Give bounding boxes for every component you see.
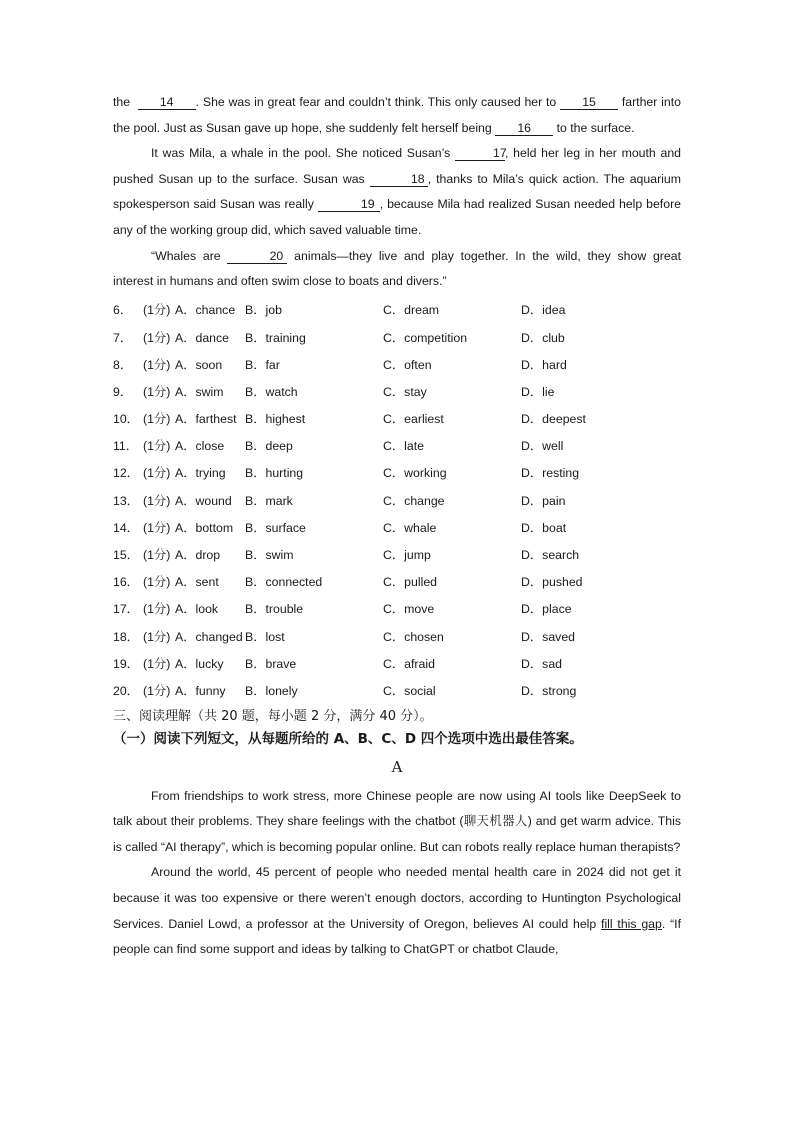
question-points: (1分) — [143, 493, 171, 508]
option-a: A．close — [175, 439, 225, 454]
option-c: C．pulled — [383, 575, 437, 590]
question-points: (1分) — [143, 575, 171, 590]
option-c: C．social — [383, 683, 436, 698]
option-a: A．swim — [175, 384, 224, 399]
option-a: A．soon — [175, 357, 223, 372]
option-a: A．bottom — [175, 520, 234, 535]
option-b: B．far — [245, 357, 280, 372]
option-b: B．connected — [245, 575, 323, 590]
option-b: B．swim — [245, 548, 294, 563]
question-list — [113, 296, 681, 704]
option-b: B．surface — [245, 520, 306, 535]
blank-19: 19 — [318, 197, 380, 212]
passage-text: , held her leg in her mouth and pushed Susan up to the surface. Susan was — [113, 146, 682, 186]
option-b: B．mark — [245, 493, 293, 508]
reading-paragraph-2 — [113, 860, 681, 962]
underlined-phrase: fill this gap — [601, 916, 662, 931]
passage-text: , thanks to Mila’s quick action. The aquarium spokesperson said Susan was really — [113, 171, 681, 212]
option-d: D．pushed — [521, 575, 583, 590]
blank-20: 20 — [227, 249, 287, 264]
question-number: 18． — [113, 629, 139, 644]
option-b: B．lonely — [245, 683, 298, 698]
question-row — [113, 513, 681, 540]
blank-14: 14 — [138, 95, 196, 110]
passage-text: animals—they live and play together. In the wild, they show great interest in humans and often swim close to boats and divers.” — [113, 248, 681, 289]
option-d: D．hard — [521, 357, 567, 372]
option-c: C．chosen — [383, 629, 444, 644]
option-c: C．whale — [383, 520, 437, 535]
option-d: D．sad — [521, 656, 563, 671]
question-number: 16． — [113, 575, 139, 590]
option-b: B．training — [245, 330, 306, 345]
option-c: C．jump — [383, 548, 431, 563]
reading-paragraph-1: From friendships to work stress, more Chinese people are now using AI tools like DeepSeek to talk about their problems. They share feelings with the chatbot (聊天机器人) and get warm advice. This is called “AI therapy”, which is becoming popular online. But can robots really replace human therapists? — [113, 788, 681, 854]
question-number: 6． — [113, 303, 133, 318]
passage-paragraph-1 — [113, 90, 681, 141]
option-b: B．deep — [245, 439, 293, 454]
option-b: B．job — [245, 303, 282, 318]
section-heading: 三、阅读理解（共 20 题，每小题 2 分，满分 40 分）。 — [113, 708, 433, 724]
option-c: C．dream — [383, 303, 440, 318]
exam-page — [113, 90, 681, 963]
question-row — [113, 405, 681, 432]
option-c: C．late — [383, 439, 425, 454]
option-c: C．stay — [383, 384, 427, 399]
passage-paragraph-3 — [113, 244, 681, 295]
question-points: (1分) — [143, 439, 171, 454]
passage-text: farther into the pool. Just as Susan gave up hope, she suddenly felt herself being — [113, 95, 681, 135]
option-d: D．search — [521, 548, 580, 563]
option-c: C．working — [383, 466, 447, 481]
option-d: D．deepest — [521, 412, 586, 427]
question-number: 14． — [113, 520, 139, 535]
question-points: (1分) — [143, 656, 171, 671]
question-number: 17． — [113, 602, 139, 617]
option-d: D．resting — [521, 466, 580, 481]
question-row — [113, 486, 681, 513]
question-row — [113, 622, 681, 649]
question-number: 11． — [113, 439, 139, 454]
question-points: (1分) — [143, 629, 171, 644]
passage-text: . She was in great fear and couldn’t think. This only caused her to — [195, 95, 557, 109]
option-d: D．place — [521, 602, 572, 617]
option-a: A．dance — [175, 330, 230, 345]
question-number: 9． — [113, 384, 133, 399]
question-points: (1分) — [143, 520, 171, 535]
passage-text: to the surface. — [556, 120, 635, 135]
option-c: C．move — [383, 602, 435, 617]
question-row — [113, 595, 681, 622]
option-c: C．often — [383, 357, 432, 372]
option-a: A．look — [175, 602, 219, 617]
question-row — [113, 649, 681, 676]
reading-text: . “If people can find some support and ideas by talking to ChatGPT or chatbot Claude, — [113, 916, 682, 957]
option-c: C．afraid — [383, 656, 435, 671]
option-d: D．club — [521, 330, 565, 345]
question-number: 12． — [113, 466, 139, 481]
blank-16: 16 — [495, 121, 553, 136]
question-points: (1分) — [143, 384, 171, 399]
option-d: D．idea — [521, 303, 566, 318]
reading-text: Around the world, 45 percent of people who needed mental health care in 2024 did not get it because it was too expensive or there weren’t enough doctors, according to Huntington Psychological Services. Daniel Lowd, a professor at the University of Oregon, believes AI could help — [113, 865, 681, 931]
question-points: (1分) — [143, 330, 171, 345]
option-d: D．well — [521, 439, 564, 454]
option-a: A．drop — [175, 548, 221, 563]
option-c: C．competition — [383, 330, 468, 345]
option-b: B．hurting — [245, 466, 304, 481]
question-row — [113, 568, 681, 595]
question-row — [113, 296, 681, 323]
option-a: A．chance — [175, 303, 236, 318]
option-b: B．lost — [245, 629, 285, 644]
question-number: 7． — [113, 330, 133, 345]
question-row — [113, 540, 681, 567]
question-number: 19． — [113, 656, 139, 671]
option-a: A．trying — [175, 466, 226, 481]
option-a: A．lucky — [175, 656, 224, 671]
question-number: 8． — [113, 357, 133, 372]
question-points: (1分) — [143, 683, 171, 698]
option-a: A．wound — [175, 493, 232, 508]
option-d: D．boat — [521, 520, 567, 535]
passage-text: , because Mila had realized Susan needed help before any of the working group did, which saved valuable time. — [113, 197, 681, 237]
question-points: (1分) — [143, 602, 171, 617]
option-b: B．trouble — [245, 602, 304, 617]
passage-text: It was Mila, a whale in the pool. She noticed Susan’s — [151, 146, 451, 161]
option-c: C．earliest — [383, 412, 444, 427]
option-a: A．farthest — [175, 412, 237, 427]
option-d: D．strong — [521, 683, 577, 698]
question-row — [113, 377, 681, 404]
question-points: (1分) — [143, 357, 171, 372]
blank-15: 15 — [560, 95, 618, 110]
option-b: B．highest — [245, 412, 306, 427]
question-row — [113, 323, 681, 350]
question-number: 15． — [113, 548, 139, 563]
passage-text: “Whales are — [151, 248, 221, 263]
passage-paragraph-2 — [113, 141, 681, 243]
option-a: A．changed — [175, 629, 243, 644]
question-row — [113, 432, 681, 459]
section-subheading: （一）阅读下列短文，从每题所给的 A、B、C、D 四个选项中选出最佳答案。 — [113, 730, 583, 747]
question-points: (1分) — [143, 466, 171, 481]
option-b: B．watch — [245, 384, 298, 399]
option-c: C．change — [383, 493, 445, 508]
option-b: B．brave — [245, 656, 297, 671]
question-points: (1分) — [143, 548, 171, 563]
question-row — [113, 676, 681, 703]
question-points: (1分) — [143, 303, 171, 318]
passage-text: the — [113, 95, 131, 109]
question-row — [113, 350, 681, 377]
option-a: A．funny — [175, 683, 226, 698]
option-d: D．lie — [521, 384, 555, 399]
passage-letter: A — [391, 757, 403, 776]
blank-17: 17 — [455, 146, 505, 161]
blank-18: 18 — [370, 172, 428, 187]
option-d: D．saved — [521, 629, 575, 644]
question-number: 20． — [113, 683, 139, 698]
question-row — [113, 459, 681, 486]
question-number: 10． — [113, 412, 139, 427]
question-number: 13． — [113, 493, 139, 508]
option-a: A．sent — [175, 575, 219, 590]
question-points: (1分) — [143, 412, 171, 427]
option-d: D．pain — [521, 493, 566, 508]
